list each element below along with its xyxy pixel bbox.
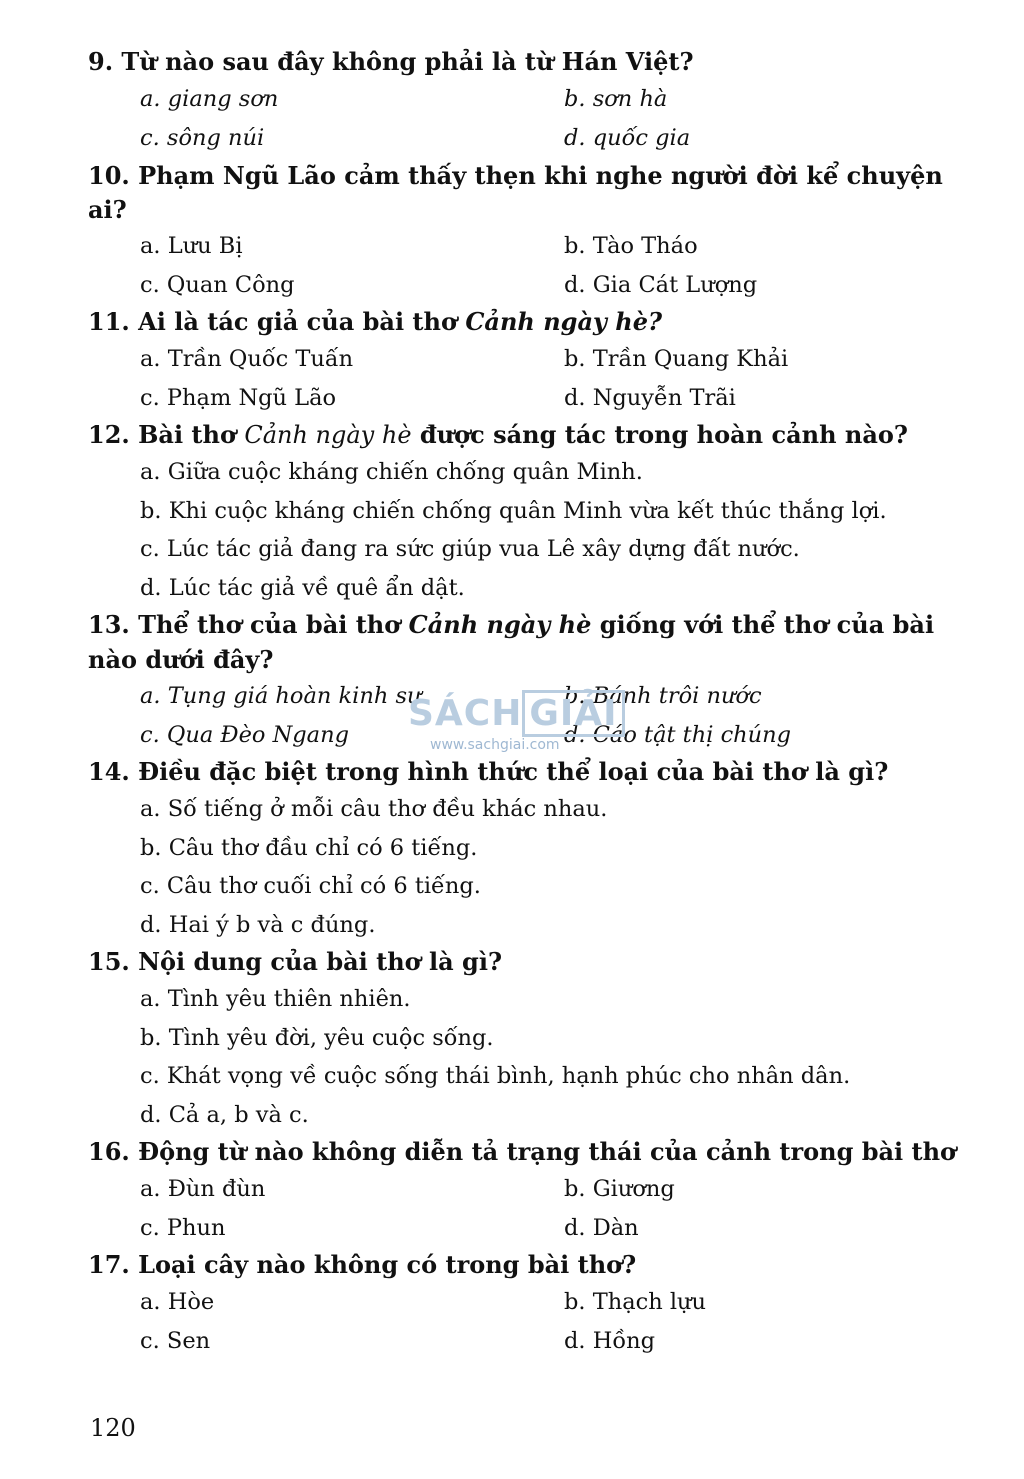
- page-number: 120: [90, 1414, 136, 1442]
- option: a. Giữa cuộc kháng chiến chống quân Minh.: [140, 459, 643, 485]
- option: b. sơn hà: [564, 86, 668, 112]
- watermark-logo: SÁCH GIẢI: [408, 690, 638, 737]
- watermark-url: www.sachgiai.com: [430, 737, 560, 753]
- question-12: 12. Bài thơ Cảnh ngày hè được sáng tác trong hoàn cảnh nào?: [88, 420, 908, 449]
- option: a. Đùn đùn: [140, 1176, 266, 1202]
- option: d. Cáo tật thị chúng: [564, 721, 792, 748]
- question-17: 17. Loại cây nào không có trong bài thơ?: [88, 1250, 637, 1279]
- option: d. Cả a, b và c.: [140, 1101, 309, 1128]
- option: d. quốc gia: [564, 124, 691, 151]
- question-15: 15. Nội dung của bài thơ là gì?: [88, 947, 502, 976]
- option: b. Bánh trôi nước: [564, 683, 762, 709]
- option: a. giang sơn: [140, 86, 279, 112]
- options-11: [140, 340, 988, 417]
- options-16: [140, 1170, 988, 1247]
- options-9: [140, 80, 988, 157]
- question-13: 13. Thể thơ của bài thơ Cảnh ngày hè giống với thể thơ của bài nào dưới đây?: [88, 610, 935, 674]
- option: b. Tình yêu đời, yêu cuộc sống.: [140, 1024, 494, 1051]
- option: b. Câu thơ đầu chỉ có 6 tiếng.: [140, 834, 478, 861]
- option: a. Hòe: [140, 1289, 215, 1315]
- option: c. Sen: [140, 1327, 211, 1354]
- option: c. Quan Công: [140, 271, 295, 298]
- option: a. Trần Quốc Tuấn: [140, 346, 354, 372]
- option: b. Khi cuộc kháng chiến chống quân Minh vừa kết thúc thắng lợi.: [140, 497, 887, 524]
- option: c. Phun: [140, 1214, 226, 1241]
- watermark: [408, 690, 638, 785]
- question-9: 9. Từ nào sau đây không phải là từ Hán Việt?: [88, 47, 694, 76]
- option: d. Hai ý b và c đúng.: [140, 911, 376, 938]
- option: c. sông núi: [140, 124, 265, 151]
- option: c. Qua Đèo Ngang: [140, 721, 349, 748]
- options-15: [140, 980, 988, 1134]
- question-11: 11. Ai là tác giả của bài thơ Cảnh ngày hè?: [88, 307, 663, 336]
- options-10: [140, 227, 988, 304]
- option: b. Giương: [564, 1176, 675, 1202]
- option: b. Trần Quang Khải: [564, 346, 789, 372]
- question-14: 14. Điều đặc biệt trong hình thức thể loại của bài thơ là gì?: [88, 757, 889, 786]
- option: c. Lúc tác giả đang ra sức giúp vua Lê xây dựng đất nước.: [140, 536, 800, 562]
- question-16: 16. Động từ nào không diễn tả trạng thái của cảnh trong bài thơ: [88, 1137, 957, 1166]
- options-12: [140, 453, 988, 607]
- option: d. Hồng: [564, 1327, 655, 1354]
- option: c. Phạm Ngũ Lão: [140, 384, 337, 411]
- option: d. Lúc tác giả về quê ẩn dật.: [140, 574, 465, 601]
- option: a. Tình yêu thiên nhiên.: [140, 986, 411, 1012]
- option: a. Số tiếng ở mỗi câu thơ đều khác nhau.: [140, 796, 608, 822]
- option: c. Câu thơ cuối chỉ có 6 tiếng.: [140, 873, 481, 899]
- option: a. Tụng giá hoàn kinh sư: [140, 683, 422, 709]
- option: b. Tào Tháo: [564, 233, 698, 259]
- options-17: [140, 1283, 988, 1360]
- option: b. Thạch lựu: [564, 1289, 707, 1315]
- options-14: [140, 790, 988, 944]
- question-10: 10. Phạm Ngũ Lão cảm thấy thẹn khi nghe người đời kể chuyện ai?: [88, 161, 943, 224]
- option: a. Lưu Bị: [140, 233, 243, 259]
- option: d. Dàn: [564, 1214, 639, 1241]
- option: d. Nguyễn Trãi: [564, 384, 736, 411]
- option: c. Khát vọng về cuộc sống thái bình, hạnh phúc cho nhân dân.: [140, 1063, 851, 1089]
- option: d. Gia Cát Lượng: [564, 271, 758, 298]
